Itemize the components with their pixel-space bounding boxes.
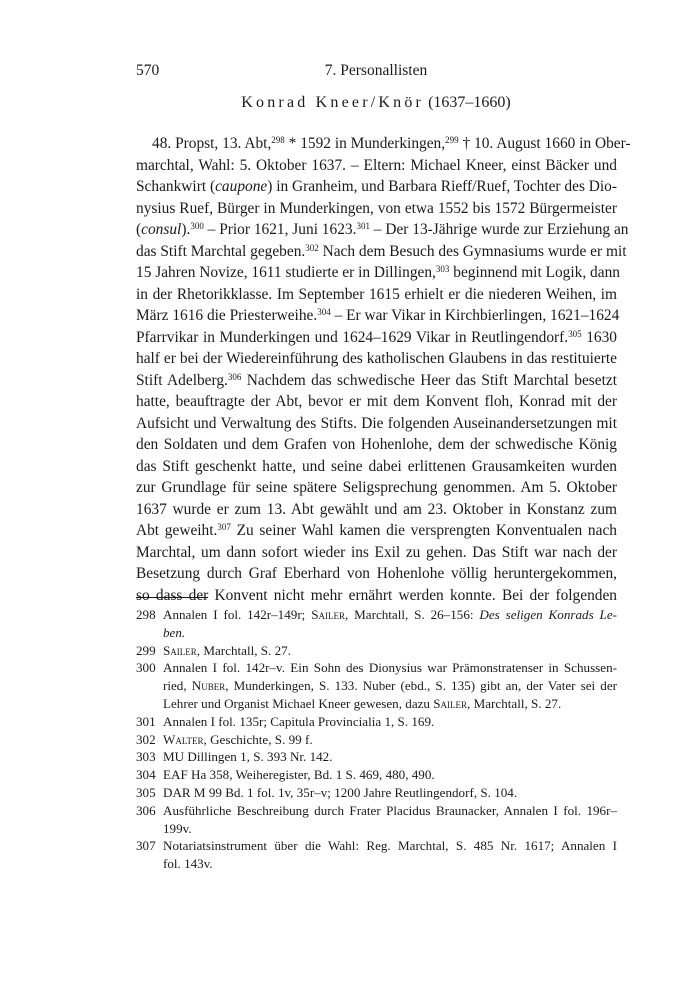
page-number: 570 xyxy=(136,62,160,79)
footnote xyxy=(136,748,617,766)
text-run: das Stift Marchtal gegeben. xyxy=(136,242,306,260)
text-run: den Soldaten und dem Grafen von Hohenlohe, dem der schwedische König xyxy=(136,436,617,453)
text-run: – Der 13-Jährige wurde zur Erziehung an xyxy=(369,221,629,238)
text-run: † 10. August 1660 in Ober- xyxy=(458,135,631,152)
footnote-line: ried, Nuber, Munderkingen, S. 133. Nuber (ebd., S. 135) gibt an, der Vater sei der xyxy=(163,678,617,694)
footnote xyxy=(136,766,617,784)
text-run: Nach dem Besuch des Gymnasiums wurde er mit xyxy=(318,242,627,260)
footnote-line: Notariatsinstrument über die Wahl: Reg. Marchtal, S. 485 Nr. 1617; Annalen I xyxy=(163,838,617,854)
footnote-line: DAR M 99 Bd. 1 fol. 1v, 35r–v; 1200 Jahre Reutlingendorf, S. 104. xyxy=(163,784,518,800)
text-line xyxy=(136,241,627,263)
footnote-ref: 301 xyxy=(356,221,370,231)
running-head: 7. Personallisten xyxy=(324,62,428,79)
footnote-line: Annalen I fol. 135r; Capitula Provincialia 1, S. 169. xyxy=(163,713,435,729)
footnote-line: Ausführliche Beschreibung durch Frater Placidus Braunacker, Annalen I fol. 196r– xyxy=(163,802,617,818)
text-run: 1637 wurde er zum 13. Abt gewählt und am 23. Oktober in Konstanz zum xyxy=(136,500,617,518)
text-line xyxy=(136,585,617,607)
text-line xyxy=(136,391,617,413)
text-run: Marchtal, um dann sofort wieder ins Exil zu gehen. Das Stift war nach der xyxy=(136,543,617,561)
text-run: Aufsicht und Verwaltung des Stifts. Die folgenden Auseinandersetzungen mit xyxy=(136,414,617,432)
text-line xyxy=(136,348,617,370)
footnote-line: Annalen I fol. 142r–149r; Sailer, Marchtall, S. 26–156: Des seligen Konrads Le- xyxy=(163,607,617,622)
footnote xyxy=(136,731,617,749)
footnote xyxy=(136,837,617,873)
footnote-ref: 298 xyxy=(271,135,285,145)
text-run: Pfarrvikar in Munderkingen und 1624–1629 Vikar in Reutlingendorf. xyxy=(136,328,569,346)
footnote-ref: 305 xyxy=(568,328,582,339)
footnote-line: EAF Ha 358, Weiheregister, Bd. 1 S. 469, 480, 490. xyxy=(163,767,435,783)
text-line xyxy=(136,305,620,327)
footnote-number: 300 xyxy=(136,660,156,676)
text-run: das Stift geschenkt hatte, und seine dabei erlittenen Grausamkeiten wurden xyxy=(136,457,617,475)
footnote-line: MU Dillingen 1, S. 393 Nr. 142. xyxy=(163,749,333,765)
footnote-ref: 299 xyxy=(445,135,459,145)
text-line xyxy=(136,284,617,306)
footnote-number: 306 xyxy=(136,802,156,818)
footnote-line: ben. xyxy=(163,624,186,640)
text-run: hatte, beauftragte der Abt, bevor er mit dem Konvent floh, Konrad mit der xyxy=(136,393,617,410)
text-run: marchtal, Wahl: 5. Oktober 1637. – Eltern: Michael Kneer, einst Bäcker und xyxy=(136,156,617,174)
entry-name: Konrad Kneer/Knör xyxy=(241,94,425,111)
text-line xyxy=(136,219,629,241)
text-line xyxy=(136,370,617,392)
footnote xyxy=(136,784,617,802)
footnote-ref: 307 xyxy=(217,522,231,532)
footnote-line: Lehrer und Organist Michael Kneer gewesen, dazu Sailer, Marchtall, S. 27. xyxy=(163,695,562,711)
entry-dates: (1637–1660) xyxy=(428,94,511,111)
text-line xyxy=(136,563,617,585)
footnote-ref: 300 xyxy=(190,221,204,231)
text-line xyxy=(136,133,631,155)
footnote-number: 299 xyxy=(136,642,156,658)
text-line xyxy=(136,176,617,198)
entry-title xyxy=(136,94,616,112)
text-line xyxy=(136,434,617,456)
footnotes xyxy=(136,606,617,873)
main-text xyxy=(136,133,631,606)
footnote-ref: 304 xyxy=(317,307,331,317)
text-run: in der Rhetorikklasse. Im September 1615 erhielt er die niederen Weihen, im xyxy=(136,285,617,303)
text-line xyxy=(136,327,617,349)
text-run: Zu seiner Wahl kamen die versprengten Konventualen nach xyxy=(230,522,617,539)
text-run: – Prior 1621, Juni 1623. xyxy=(203,221,357,238)
footnote xyxy=(136,802,617,838)
text-run: – Er war Vikar in Kirchbierlingen, 1621–1624 xyxy=(330,307,620,324)
text-line xyxy=(136,477,617,499)
text-run: beginnend mit Logik, dann xyxy=(449,264,620,281)
text-run: Stift Adelberg. xyxy=(136,371,228,389)
text-line xyxy=(136,542,617,564)
footnote-separator xyxy=(136,597,208,598)
footnote-ref: 302 xyxy=(305,242,319,253)
text-line xyxy=(136,456,617,478)
footnote-line: Sailer, Marchtall, S. 27. xyxy=(163,642,291,658)
text-run: half er bei der Wiedereinführung des katholischen Glaubens in das restituierte xyxy=(136,350,617,367)
text-run: 48. Propst, 13. Abt, xyxy=(152,135,272,152)
text-run: Besetzung durch Graf Eberhard von Hohenlohe völlig heruntergekommen, xyxy=(136,565,617,582)
text-run: Nachdem das schwedische Heer das Stift Marchtal besetzt xyxy=(241,371,617,389)
text-line xyxy=(136,198,617,220)
text-run: 15 Jahren Novize, 1611 studierte er in Dillingen, xyxy=(136,264,436,281)
footnote-number: 303 xyxy=(136,749,156,765)
footnote-number: 301 xyxy=(136,713,156,729)
footnote-number: 298 xyxy=(136,607,156,622)
footnote-number: 305 xyxy=(136,784,156,800)
page-header xyxy=(136,62,616,84)
footnote-line: Walter, Geschichte, S. 99 f. xyxy=(163,731,313,747)
footnote xyxy=(136,606,617,642)
footnote xyxy=(136,642,617,660)
footnote-ref: 303 xyxy=(435,264,450,274)
text-run: März 1616 die Priesterweihe. xyxy=(136,307,318,324)
footnote xyxy=(136,659,617,712)
footnote-number: 302 xyxy=(136,731,156,747)
text-run: Schankwirt (caupone) in Granheim, und Barbara Rieff/Ruef, Tochter des Dio- xyxy=(136,178,618,195)
footnote-number: 304 xyxy=(136,767,156,783)
footnote-line: fol. 143v. xyxy=(163,856,213,872)
text-run: * 1592 in Munderkingen, xyxy=(284,135,446,152)
text-line xyxy=(136,520,617,542)
footnote-number: 307 xyxy=(136,838,156,854)
text-line xyxy=(136,499,617,521)
footnote-line: Annalen I fol. 142r–v. Ein Sohn des Dionysius war Prämonstratenser in Schussen- xyxy=(163,660,617,676)
text-run: 1630 xyxy=(581,328,617,346)
text-line xyxy=(136,155,617,177)
text-run: Abt geweiht. xyxy=(136,522,218,539)
text-run: nysius Ruef, Bürger in Munderkingen, von etwa 1552 bis 1572 Bürgermeister xyxy=(136,199,617,217)
text-line xyxy=(136,262,620,284)
text-run: (consul). xyxy=(136,221,191,238)
footnote-ref: 306 xyxy=(227,371,242,382)
footnote xyxy=(136,713,617,731)
footnote-line: 199v. xyxy=(163,820,192,836)
text-line xyxy=(136,413,617,435)
text-run: so dass der Konvent nicht mehr ernährt werden konnte. Bei der folgenden xyxy=(136,586,617,604)
text-run: zur Grundlage für seine spätere Seligsprechung genommen. Am 5. Oktober xyxy=(136,479,617,496)
